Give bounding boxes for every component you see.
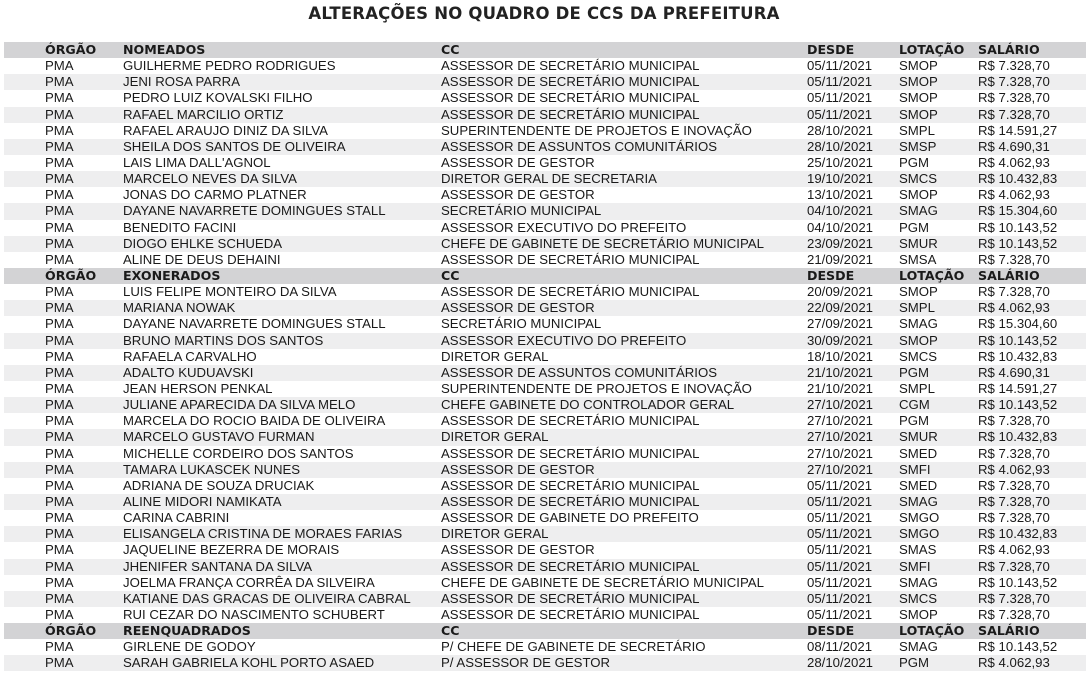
cc-cell: ASSESSOR DE ASSUNTOS COMUNITÁRIOS [441, 138, 718, 154]
nome-cell: LUIS FELIPE MONTEIRO DA SILVA [123, 284, 337, 300]
cc-cell: CHEFE GABINETE DO CONTROLADOR GERAL [441, 397, 735, 413]
cc-cell: P/ ASSESSOR DE GESTOR [441, 655, 611, 671]
cc-cell: SUPERINTENDENTE DE PROJETOS E INOVAÇÃO [441, 122, 752, 138]
cc-cell: ASSESSOR DE SECRETÁRIO MUNICIPAL [441, 90, 700, 106]
cc-cell: ASSESSOR DE ASSUNTOS COMUNITÁRIOS [441, 364, 718, 380]
nome-cell: BRUNO MARTINS DOS SANTOS [123, 332, 324, 348]
desde-cell: 25/10/2021 [807, 154, 874, 170]
orgao-cell: PMA [45, 574, 74, 590]
lotacao-cell: CGM [899, 397, 930, 413]
cc-cell: DIRETOR GERAL [441, 429, 549, 445]
desde-cell: 27/10/2021 [807, 413, 874, 429]
desde-cell: 05/11/2021 [807, 493, 873, 509]
lotacao-column-header: LOTAÇÃO [899, 267, 965, 283]
orgao-cell: PMA [45, 639, 74, 655]
desde-column-header: DESDE [807, 267, 855, 283]
table-row [4, 155, 1086, 171]
orgao-cell: PMA [45, 429, 74, 445]
table-row [4, 220, 1086, 236]
cc-cell: ASSESSOR DE SECRETÁRIO MUNICIPAL [441, 606, 700, 622]
cc-cell: ASSESSOR DE GESTOR [441, 300, 595, 316]
nome-cell: TAMARA LUKASCEK NUNES [123, 461, 301, 477]
orgao-cell: PMA [45, 445, 74, 461]
salario-cell: R$ 7.328,70 [978, 606, 1050, 622]
cc-cell: DIRETOR GERAL [441, 526, 549, 542]
table-row [4, 526, 1086, 542]
section-header-row [4, 623, 1086, 639]
orgao-cell: PMA [45, 542, 74, 558]
salario-cell: R$ 10.432,83 [978, 348, 1058, 364]
table-row [4, 300, 1086, 316]
nome-cell: SHEILA DOS SANTOS DE OLIVEIRA [123, 138, 346, 154]
salario-cell: R$ 15.304,60 [978, 316, 1058, 332]
salario-cell: R$ 10.432,83 [978, 526, 1058, 542]
table-row [4, 187, 1086, 203]
nome-cell: MARCELO GUSTAVO FURMAN [123, 429, 315, 445]
lotacao-cell: SMCS [899, 590, 938, 606]
cc-cell: P/ CHEFE DE GABINETE DE SECRETÁRIO [441, 639, 706, 655]
orgao-cell: PMA [45, 154, 74, 170]
nome-cell: PEDRO LUIZ KOVALSKI FILHO [123, 90, 313, 106]
table-row [4, 123, 1086, 139]
orgao-cell: PMA [45, 364, 74, 380]
orgao-cell: PMA [45, 655, 74, 671]
table-row [4, 575, 1086, 591]
orgao-cell: PMA [45, 348, 74, 364]
desde-cell: 23/09/2021 [807, 235, 874, 251]
desde-cell: 27/10/2021 [807, 461, 874, 477]
desde-cell: 28/10/2021 [807, 122, 874, 138]
orgao-cell: PMA [45, 477, 74, 493]
orgao-cell: PMA [45, 122, 74, 138]
nome-cell: JULIANE APARECIDA DA SILVA MELO [123, 397, 356, 413]
section-header-row [4, 268, 1086, 284]
lotacao-cell: SMAG [899, 574, 938, 590]
lotacao-cell: SMAG [899, 639, 938, 655]
table-row [4, 413, 1086, 429]
orgao-cell: PMA [45, 74, 74, 90]
group-column-header: REENQUADRADOS [123, 623, 251, 639]
desde-cell: 27/09/2021 [807, 316, 874, 332]
lotacao-cell: SMOP [899, 74, 938, 90]
desde-cell: 05/11/2021 [807, 574, 873, 590]
desde-cell: 05/11/2021 [807, 558, 873, 574]
lotacao-cell: PGM [899, 364, 930, 380]
orgao-cell: PMA [45, 397, 74, 413]
nome-cell: MICHELLE CORDEIRO DOS SANTOS [123, 445, 354, 461]
nome-cell: JOELMA FRANÇA CORRÊA DA SILVEIRA [123, 574, 375, 590]
nome-cell: JENI ROSA PARRA [123, 74, 241, 90]
cc-cell: SECRETÁRIO MUNICIPAL [441, 316, 602, 332]
salario-cell: R$ 4.062,93 [978, 461, 1050, 477]
cc-cell: ASSESSOR DE SECRETÁRIO MUNICIPAL [441, 74, 700, 90]
lotacao-cell: SMCS [899, 171, 938, 187]
table-row [4, 607, 1086, 623]
salario-cell: R$ 7.328,70 [978, 106, 1050, 122]
table-row [4, 58, 1086, 74]
cc-cell: ASSESSOR DE SECRETÁRIO MUNICIPAL [441, 558, 700, 574]
cc-cell: ASSESSOR EXECUTIVO DO PREFEITO [441, 219, 687, 235]
lotacao-cell: SMPL [899, 300, 935, 316]
lotacao-cell: SMPL [899, 122, 935, 138]
salario-cell: R$ 4.690,31 [978, 138, 1050, 154]
group-column-header: EXONERADOS [123, 267, 221, 283]
nome-cell: MARCELO NEVES DA SILVA [123, 171, 297, 187]
nome-cell: RAFAELA CARVALHO [123, 348, 257, 364]
nome-cell: ALINE MIDORI NAMIKATA [123, 493, 282, 509]
salario-cell: R$ 10.143,52 [978, 332, 1058, 348]
cc-cell: ASSESSOR DE GESTOR [441, 542, 595, 558]
desde-cell: 27/10/2021 [807, 397, 874, 413]
table-row [4, 446, 1086, 462]
orgao-cell: PMA [45, 316, 74, 332]
table-row [4, 510, 1086, 526]
lotacao-cell: SMCS [899, 348, 938, 364]
desde-cell: 05/11/2021 [807, 106, 873, 122]
orgao-column-header: ÓRGÃO [45, 42, 97, 57]
salario-cell: R$ 7.328,70 [978, 493, 1050, 509]
cc-cell: ASSESSOR DE SECRETÁRIO MUNICIPAL [441, 58, 700, 74]
orgao-cell: PMA [45, 235, 74, 251]
desde-column-header: DESDE [807, 623, 855, 639]
orgao-cell: PMA [45, 510, 74, 526]
cc-cell: ASSESSOR DE SECRETÁRIO MUNICIPAL [441, 477, 700, 493]
lotacao-cell: SMFI [899, 461, 931, 477]
salario-cell: R$ 7.328,70 [978, 510, 1050, 526]
nome-cell: ALINE DE DEUS DEHAINI [123, 251, 281, 267]
nome-cell: CARINA CABRINI [123, 510, 230, 526]
desde-cell: 05/11/2021 [807, 510, 873, 526]
table-row [4, 655, 1086, 671]
salario-cell: R$ 4.062,93 [978, 542, 1050, 558]
orgao-cell: PMA [45, 219, 74, 235]
table-row [4, 591, 1086, 607]
salario-cell: R$ 10.143,52 [978, 574, 1058, 590]
cc-cell: CHEFE DE GABINETE DE SECRETÁRIO MUNICIPAL [441, 574, 764, 590]
table-row [4, 316, 1086, 332]
salario-cell: R$ 4.062,93 [978, 300, 1050, 316]
cc-cell: ASSESSOR DE SECRETÁRIO MUNICIPAL [441, 106, 700, 122]
orgao-cell: PMA [45, 590, 74, 606]
table-row [4, 478, 1086, 494]
orgao-cell: PMA [45, 558, 74, 574]
salario-cell: R$ 10.432,83 [978, 429, 1058, 445]
nome-cell: DAYANE NAVARRETE DOMINGUES STALL [123, 316, 386, 332]
desde-cell: 22/09/2021 [807, 300, 874, 316]
desde-cell: 27/10/2021 [807, 429, 874, 445]
table-row [4, 284, 1086, 300]
nome-cell: MARIANA NOWAK [123, 300, 236, 316]
lotacao-cell: SMOP [899, 187, 938, 203]
lotacao-cell: SMAG [899, 316, 938, 332]
nome-cell: RAFAEL MARCILIO ORTIZ [123, 106, 284, 122]
salario-cell: R$ 7.328,70 [978, 90, 1050, 106]
cc-cell: ASSESSOR DE GABINETE DO PREFEITO [441, 510, 699, 526]
lotacao-cell: SMAG [899, 203, 938, 219]
orgao-cell: PMA [45, 90, 74, 106]
table-row [4, 90, 1086, 106]
desde-cell: 05/11/2021 [807, 606, 873, 622]
table-row [4, 171, 1086, 187]
table-row [4, 74, 1086, 90]
nome-cell: MARCELA DO ROCIO BAIDA DE OLIVEIRA [123, 413, 386, 429]
orgao-cell: PMA [45, 332, 74, 348]
salario-cell: R$ 7.328,70 [978, 477, 1050, 493]
orgao-cell: PMA [45, 251, 74, 267]
lotacao-cell: SMPL [899, 380, 935, 396]
lotacao-cell: PGM [899, 413, 930, 429]
lotacao-cell: SMUR [899, 429, 938, 445]
cc-cell: ASSESSOR DE GESTOR [441, 461, 595, 477]
desde-cell: 05/11/2021 [807, 526, 873, 542]
desde-cell: 04/10/2021 [807, 219, 874, 235]
lotacao-cell: SMFI [899, 558, 931, 574]
salario-cell: R$ 7.328,70 [978, 58, 1050, 74]
salario-column-header: SALÁRIO [978, 267, 1040, 283]
salario-cell: R$ 7.328,70 [978, 413, 1050, 429]
salario-cell: R$ 10.432,83 [978, 171, 1058, 187]
desde-cell: 28/10/2021 [807, 138, 874, 154]
desde-cell: 21/10/2021 [807, 364, 874, 380]
lotacao-column-header: LOTAÇÃO [899, 623, 965, 639]
table-row [4, 365, 1086, 381]
desde-cell: 19/10/2021 [807, 171, 874, 187]
desde-cell: 05/11/2021 [807, 74, 873, 90]
table-row [4, 139, 1086, 155]
cc-cell: DIRETOR GERAL [441, 348, 549, 364]
table-row [4, 559, 1086, 575]
desde-cell: 05/11/2021 [807, 58, 873, 74]
salario-cell: R$ 7.328,70 [978, 251, 1050, 267]
orgao-cell: PMA [45, 187, 74, 203]
nome-cell: JEAN HERSON PENKAL [123, 380, 273, 396]
cc-cell: ASSESSOR EXECUTIVO DO PREFEITO [441, 332, 687, 348]
table-row [4, 494, 1086, 510]
cc-cell: ASSESSOR DE SECRETÁRIO MUNICIPAL [441, 493, 700, 509]
lotacao-cell: SMOP [899, 58, 938, 74]
lotacao-cell: PGM [899, 154, 930, 170]
cc-cell: ASSESSOR DE SECRETÁRIO MUNICIPAL [441, 413, 700, 429]
nome-cell: ELISANGELA CRISTINA DE MORAES FARIAS [123, 526, 403, 542]
salario-cell: R$ 14.591,27 [978, 380, 1058, 396]
table-row [4, 107, 1086, 123]
orgao-cell: PMA [45, 171, 74, 187]
table-row [4, 333, 1086, 349]
table-row [4, 381, 1086, 397]
table-row [4, 236, 1086, 252]
orgao-cell: PMA [45, 58, 74, 74]
orgao-cell: PMA [45, 461, 74, 477]
cc-cell: ASSESSOR DE GESTOR [441, 187, 595, 203]
lotacao-cell: SMED [899, 477, 938, 493]
lotacao-cell: PGM [899, 655, 930, 671]
table-row [4, 429, 1086, 445]
nome-cell: JAQUELINE BEZERRA DE MORAIS [123, 542, 340, 558]
cc-cell: ASSESSOR DE SECRETÁRIO MUNICIPAL [441, 251, 700, 267]
orgao-cell: PMA [45, 606, 74, 622]
nome-cell: RAFAEL ARAUJO DINIZ DA SILVA [123, 122, 328, 138]
page-title: ALTERAÇÕES NO QUADRO DE CCS DA PREFEITURA [308, 4, 780, 23]
orgao-cell: PMA [45, 106, 74, 122]
orgao-cell: PMA [45, 203, 74, 219]
nome-cell: LAIS LIMA DALL'AGNOL [123, 154, 271, 170]
cc-cell: CHEFE DE GABINETE DE SECRETÁRIO MUNICIPAL [441, 235, 764, 251]
nome-cell: BENEDITO FACINI [123, 219, 237, 235]
salario-column-header: SALÁRIO [978, 623, 1040, 639]
orgao-cell: PMA [45, 526, 74, 542]
lotacao-cell: SMED [899, 445, 938, 461]
orgao-column-header: ÓRGÃO [45, 267, 97, 283]
orgao-cell: PMA [45, 493, 74, 509]
table-row [4, 203, 1086, 219]
lotacao-cell: SMUR [899, 235, 938, 251]
table-row [4, 397, 1086, 413]
table-row [4, 462, 1086, 478]
nome-cell: GIRLENE DE GODOY [123, 639, 256, 655]
salario-cell: R$ 10.143,52 [978, 235, 1058, 251]
desde-cell: 30/09/2021 [807, 332, 874, 348]
lotacao-cell: SMOP [899, 284, 938, 300]
nome-cell: ADRIANA DE SOUZA DRUCIAK [123, 477, 315, 493]
cc-cell: DIRETOR GERAL DE SECRETARIA [441, 171, 657, 187]
lotacao-cell: SMAS [899, 542, 937, 558]
table-row [4, 252, 1086, 268]
salario-cell: R$ 7.328,70 [978, 74, 1050, 90]
salario-cell: R$ 4.062,93 [978, 187, 1050, 203]
table-row [4, 542, 1086, 558]
salario-cell: R$ 7.328,70 [978, 284, 1050, 300]
lotacao-cell: SMOP [899, 332, 938, 348]
lotacao-cell: SMOP [899, 106, 938, 122]
salario-cell: R$ 7.328,70 [978, 590, 1050, 606]
nome-cell: JONAS DO CARMO PLATNER [123, 187, 307, 203]
orgao-cell: PMA [45, 300, 74, 316]
salario-column-header: SALÁRIO [978, 42, 1040, 57]
salario-cell: R$ 15.304,60 [978, 203, 1058, 219]
nome-cell: GUILHERME PEDRO RODRIGUES [123, 58, 336, 74]
desde-cell: 08/11/2021 [807, 639, 873, 655]
desde-cell: 05/11/2021 [807, 542, 873, 558]
cc-column-header: CC [441, 42, 460, 57]
desde-cell: 05/11/2021 [807, 590, 873, 606]
lotacao-cell: SMGO [899, 510, 940, 526]
cc-cell: ASSESSOR DE GESTOR [441, 154, 595, 170]
desde-cell: 05/11/2021 [807, 90, 873, 106]
orgao-cell: PMA [45, 413, 74, 429]
cc-column-header: CC [441, 623, 460, 639]
cc-cell: ASSESSOR DE SECRETÁRIO MUNICIPAL [441, 590, 700, 606]
cc-cell: SECRETÁRIO MUNICIPAL [441, 203, 602, 219]
desde-cell: 20/09/2021 [807, 284, 874, 300]
salario-cell: R$ 14.591,27 [978, 122, 1058, 138]
group-column-header: NOMEADOS [123, 42, 206, 57]
nome-cell: RUI CEZAR DO NASCIMENTO SCHUBERT [123, 606, 385, 622]
lotacao-cell: SMGO [899, 526, 940, 542]
salario-cell: R$ 10.143,52 [978, 397, 1058, 413]
orgao-cell: PMA [45, 138, 74, 154]
lotacao-cell: SMAG [899, 493, 938, 509]
lotacao-cell: SMSP [899, 138, 937, 154]
desde-cell: 05/11/2021 [807, 477, 873, 493]
desde-cell: 18/10/2021 [807, 348, 874, 364]
salario-cell: R$ 7.328,70 [978, 445, 1050, 461]
salario-cell: R$ 4.062,93 [978, 655, 1050, 671]
desde-cell: 21/10/2021 [807, 380, 874, 396]
lotacao-cell: SMOP [899, 90, 938, 106]
ccs-table [4, 42, 1086, 671]
salario-cell: R$ 10.143,52 [978, 219, 1058, 235]
nome-cell: DAYANE NAVARRETE DOMINGUES STALL [123, 203, 386, 219]
nome-cell: KATIANE DAS GRACAS DE OLIVEIRA CABRAL [123, 590, 411, 606]
cc-cell: ASSESSOR DE SECRETÁRIO MUNICIPAL [441, 284, 700, 300]
salario-cell: R$ 4.690,31 [978, 364, 1050, 380]
nome-cell: SARAH GABRIELA KOHL PORTO ASAED [123, 655, 375, 671]
lotacao-cell: SMOP [899, 606, 938, 622]
table-row [4, 639, 1086, 655]
nome-cell: ADALTO KUDUAVSKI [123, 364, 254, 380]
desde-cell: 04/10/2021 [807, 203, 874, 219]
table-row [4, 349, 1086, 365]
desde-cell: 27/10/2021 [807, 445, 874, 461]
salario-cell: R$ 4.062,93 [978, 154, 1050, 170]
desde-cell: 28/10/2021 [807, 655, 874, 671]
orgao-column-header: ÓRGÃO [45, 623, 97, 639]
nome-cell: DIOGO EHLKE SCHUEDA [123, 235, 283, 251]
desde-column-header: DESDE [807, 42, 855, 57]
nome-cell: JHENIFER SANTANA DA SILVA [123, 558, 313, 574]
orgao-cell: PMA [45, 380, 74, 396]
orgao-cell: PMA [45, 284, 74, 300]
salario-cell: R$ 7.328,70 [978, 558, 1050, 574]
lotacao-cell: PGM [899, 219, 930, 235]
desde-cell: 13/10/2021 [807, 187, 874, 203]
cc-column-header: CC [441, 267, 460, 283]
cc-cell: ASSESSOR DE SECRETÁRIO MUNICIPAL [441, 445, 700, 461]
desde-cell: 21/09/2021 [807, 251, 874, 267]
lotacao-column-header: LOTAÇÃO [899, 42, 965, 57]
salario-cell: R$ 10.143,52 [978, 639, 1058, 655]
cc-cell: SUPERINTENDENTE DE PROJETOS E INOVAÇÃO [441, 380, 752, 396]
section-header-row [4, 42, 1086, 58]
lotacao-cell: SMSA [899, 251, 937, 267]
